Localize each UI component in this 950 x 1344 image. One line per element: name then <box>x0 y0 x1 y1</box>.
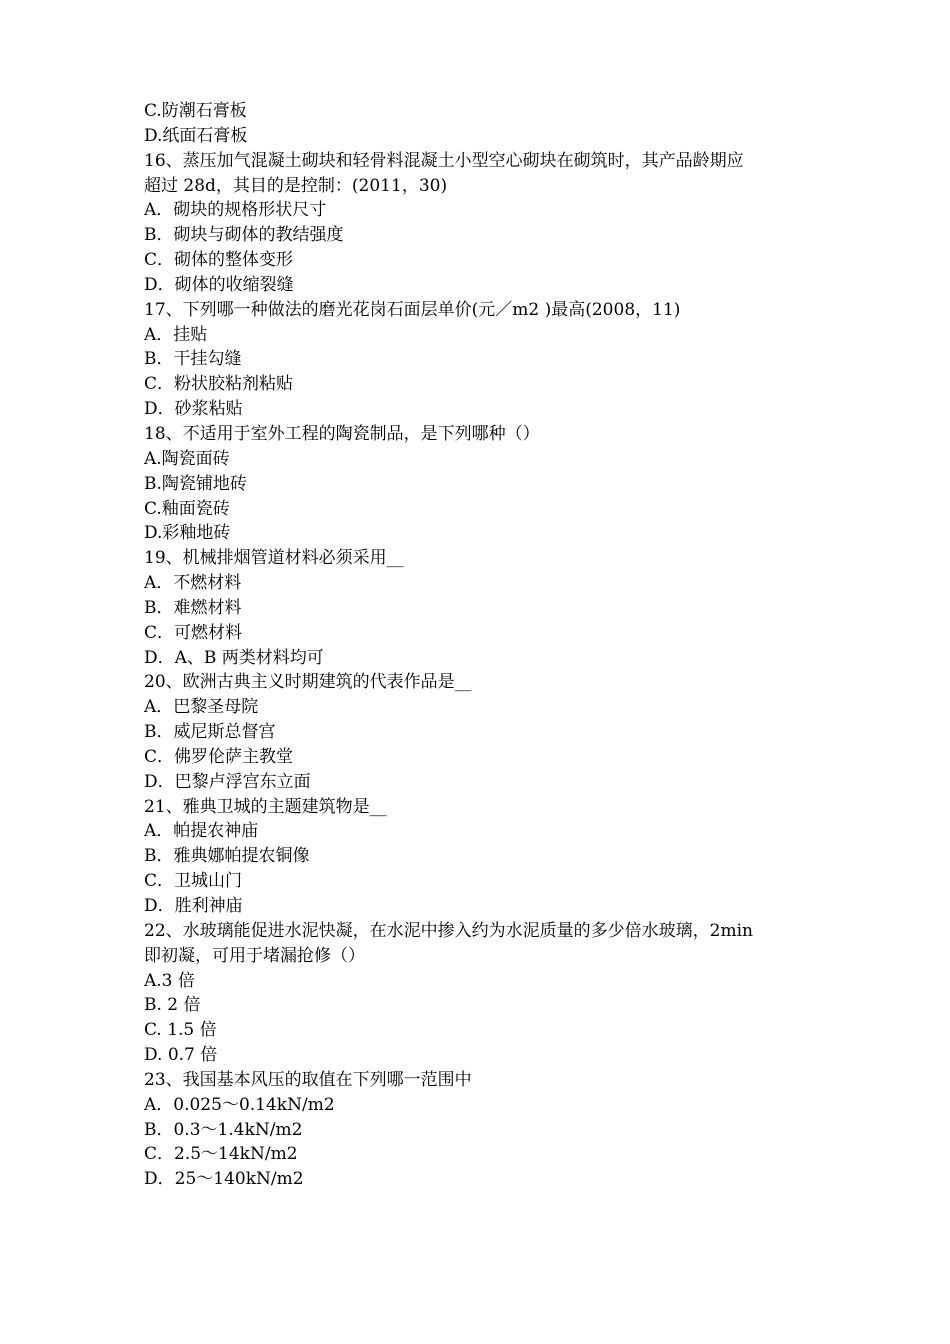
text-line: A．不燃材料 <box>144 573 242 594</box>
text-line: D．砌体的收缩裂缝 <box>144 274 294 295</box>
text-line: B．难燃材料 <box>144 597 242 618</box>
text-line: C．粉状胶粘剂粘贴 <box>144 374 294 395</box>
text-line: D.彩釉地砖 <box>144 523 231 544</box>
text-line: 即初凝，可用于堵漏抢修（） <box>144 945 365 966</box>
text-line: A．帕提农神庙 <box>144 821 259 842</box>
text-line: 21、雅典卫城的主题建筑物是__ <box>144 796 387 817</box>
text-line: C．佛罗伦萨主教堂 <box>144 746 294 767</box>
text-line: B．0.3～1.4kN/m2 <box>144 1119 303 1140</box>
text-line: B．威尼斯总督宫 <box>144 722 276 743</box>
text-line: C. 1.5 倍 <box>144 1020 217 1041</box>
text-line: C．卫城山门 <box>144 871 243 892</box>
text-line: A.3 倍 <box>144 970 195 991</box>
text-line: C.防潮石膏板 <box>144 101 247 121</box>
text-line: C．砌体的整体变形 <box>144 250 294 271</box>
text-line: 22、水玻璃能促进水泥快凝，在水泥中掺入约为水泥质量的多少倍水玻璃，2min <box>144 920 753 941</box>
text-line: 超过 28d，其目的是控制：(2011，30) <box>144 175 448 196</box>
text-line: 16、蒸压加气混凝土砌块和轻骨料混凝土小型空心砌块在砌筑时，其产品龄期应 <box>144 150 744 171</box>
text-line: C.釉面瓷砖 <box>144 498 230 519</box>
text-line: A．0.025～0.14kN/m2 <box>144 1094 335 1115</box>
text-line: 17、下列哪一种做法的磨光花岗石面层单价(元／m2 )最高(2008，11) <box>144 299 681 320</box>
text-line: B．干挂勾缝 <box>144 349 242 370</box>
text-line: 20、欧洲古典主义时期建筑的代表作品是__ <box>144 672 472 693</box>
text-line: C．可燃材料 <box>144 622 243 643</box>
text-line: A．巴黎圣母院 <box>144 697 259 718</box>
text-line: D．胜利神庙 <box>144 896 243 916</box>
text-line: C．2.5～14kN/m2 <box>144 1144 298 1165</box>
text-line: D．A、B 两类材料均可 <box>144 647 324 668</box>
text-line: D．砂浆粘贴 <box>144 399 243 420</box>
text-line: D．巴黎卢浮宫东立面 <box>144 771 311 792</box>
text-line: D. 0.7 倍 <box>144 1045 218 1066</box>
document-body <box>144 99 809 1192</box>
text-line: B. 2 倍 <box>144 995 201 1016</box>
text-line: 18、不适用于室外工程的陶瓷制品，是下列哪种（） <box>144 423 540 444</box>
text-line: B．砌块与砌体的教结强度 <box>144 225 344 246</box>
text-line: 23、我国基本风压的取值在下列哪一范围中 <box>144 1069 472 1090</box>
text-line: B．雅典娜帕提农铜像 <box>144 846 310 867</box>
text-line: A．挂贴 <box>144 324 208 345</box>
text-line: A．砌块的规格形状尺寸 <box>144 200 327 221</box>
text-line: A.陶瓷面砖 <box>144 448 230 469</box>
text-line: B.陶瓷铺地砖 <box>144 473 247 494</box>
text-line: D.纸面石膏板 <box>144 125 248 146</box>
text-line: D．25～140kN/m2 <box>144 1169 304 1190</box>
text-line: 19、机械排烟管道材料必须采用__ <box>144 548 404 569</box>
